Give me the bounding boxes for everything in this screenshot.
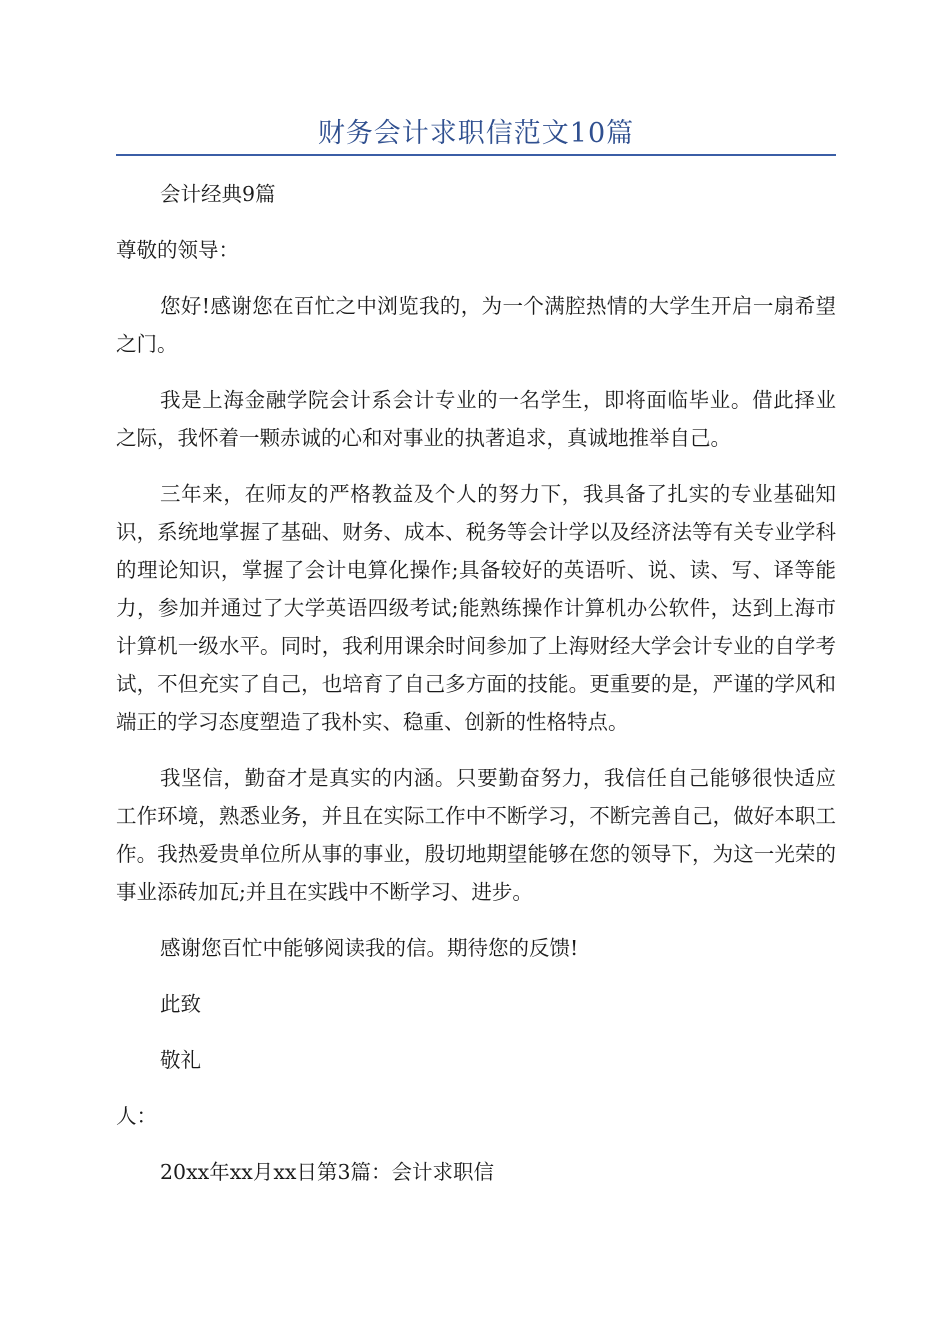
- greeting-paragraph: 您好!感谢您在百忙之中浏览我的，为一个满腔热情的大学生开启一扇希望之门。: [116, 294, 836, 356]
- salutation: 尊敬的领导：: [116, 238, 239, 262]
- title-underline: [116, 154, 836, 156]
- closing-jingli: 敬礼: [160, 1048, 201, 1072]
- thanks-paragraph: 感谢您百忙中能够阅读我的信。期待您的反馈!: [160, 936, 579, 960]
- subtitle-line: 会计经典9篇: [160, 182, 276, 206]
- closing-cizhi: 此致: [160, 992, 201, 1016]
- document-body: [116, 175, 836, 1209]
- qualifications-paragraph: 三年来，在师友的严格教益及个人的努力下，我具备了扎实的专业基础知识，系统地掌握了基础、财务、成本、税务等会计学以及经济法等有关专业学科的理论知识，掌握了会计电算化操作;具备较好的英语听、说、读、写、译等能力，参加并通过了大学英语四级考试;能熟练操作计算机办公软件，达到上海市计算机一级水平。同时，我利用课余时间参加了上海财经大学会计专业的自学考试，不但充实了自己，也培育了自己多方面的技能。更重要的是，严谨的学风和端正的学习态度塑造了我朴实、稳重、创新的性格特点。: [116, 482, 836, 734]
- introduction-paragraph: 我是上海金融学院会计系会计专业的一名学生，即将面临毕业。借此择业之际，我怀着一颗赤诚的心和对事业的执著追求，真诚地推举自己。: [116, 388, 836, 450]
- document-title: 财务会计求职信范文10篇: [317, 118, 635, 149]
- commitment-paragraph: 我坚信，勤奋才是真实的内涵。只要勤奋努力，我信任自己能够很快适应工作环境，熟悉业务，并且在实际工作中不断学习，不断完善自己，做好本职工作。我热爱贵单位所从事的事业，殷切地期望能够在您的领导下，为这一光荣的事业添砖加瓦;并且在实践中不断学习、进步。: [116, 766, 836, 904]
- signature-line: 人：: [116, 1104, 157, 1128]
- date-and-next-section: 20xx年xx月xx日第3篇：会计求职信: [160, 1160, 494, 1184]
